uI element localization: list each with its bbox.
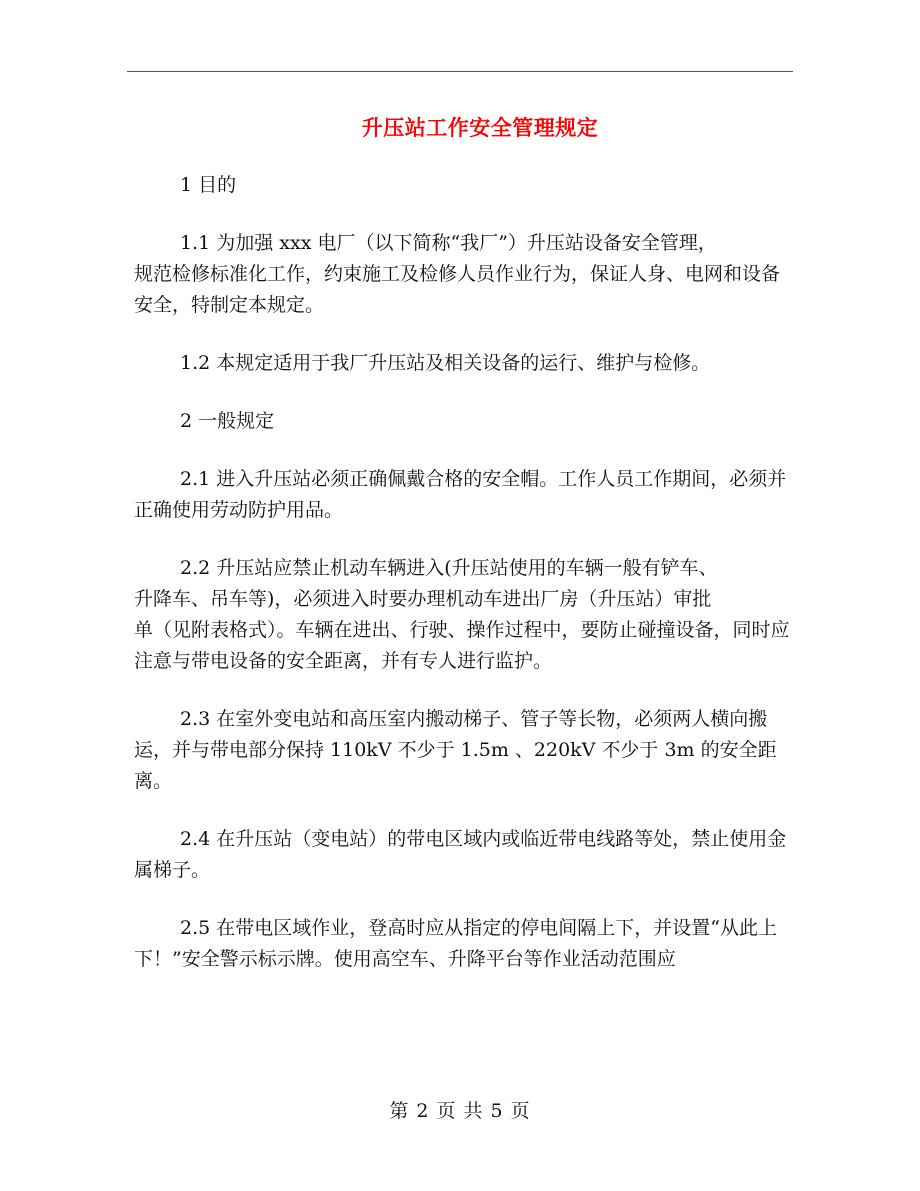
page-number-footer: 第 2 页 共 5 页 [389,1100,531,1122]
header-rule [127,71,793,72]
paragraph: 2.1 进入升压站必须正确佩戴合格的安全帽。工作人员工作期间，必须并正确使用劳动防护用品。 [134,468,787,521]
paragraph: 2.2 升压站应禁止机动车辆进入(升压站使用的车辆一般有铲车、 升降车、吊车等)，必须进入时要办理机动车进出厂房（升压站）审批 单（见附表格式）。车辆在进出、行驶、操作过程中，要防止碰撞设备，同时应注意与带电设备的安全距离，并有专人进行监护。 [134,557,790,672]
paragraph: 2 一般规定 [180,410,275,432]
paragraph: 2.5 在带电区域作业，登高时应从指定的停电间隔上下，并设置“从此上下！”安全警示标示牌。使用高空车、升降平台等作业活动范围应 [134,917,777,970]
paragraph: 1 目的 [180,174,237,196]
paragraph: 2.4 在升压站（变电站）的带电区域内或临近带电线路等处，禁止使用金属梯子。 [134,828,787,881]
paragraph: 2.3 在室外变电站和高压室内搬动梯子、管子等长物，必须两人横向搬运，并与带电部分保持 110kV 不少于 1.5m 、220kV 不少于 3m 的安全距离。 [134,708,777,792]
document-title: 升压站工作安全管理规定 [361,116,599,140]
paragraph: 1.2 本规定适用于我厂升压站及相关设备的运行、维护与检修。 [180,352,711,374]
document-body [134,170,794,1002]
paragraph: 1.1 为加强 xxx 电厂（以下简称“我厂”）升压站设备安全管理， 规范检修标准化工作，约束施工及检修人员作业行为，保证人身、电网和设备安全，特制定本规定。 [134,232,781,316]
